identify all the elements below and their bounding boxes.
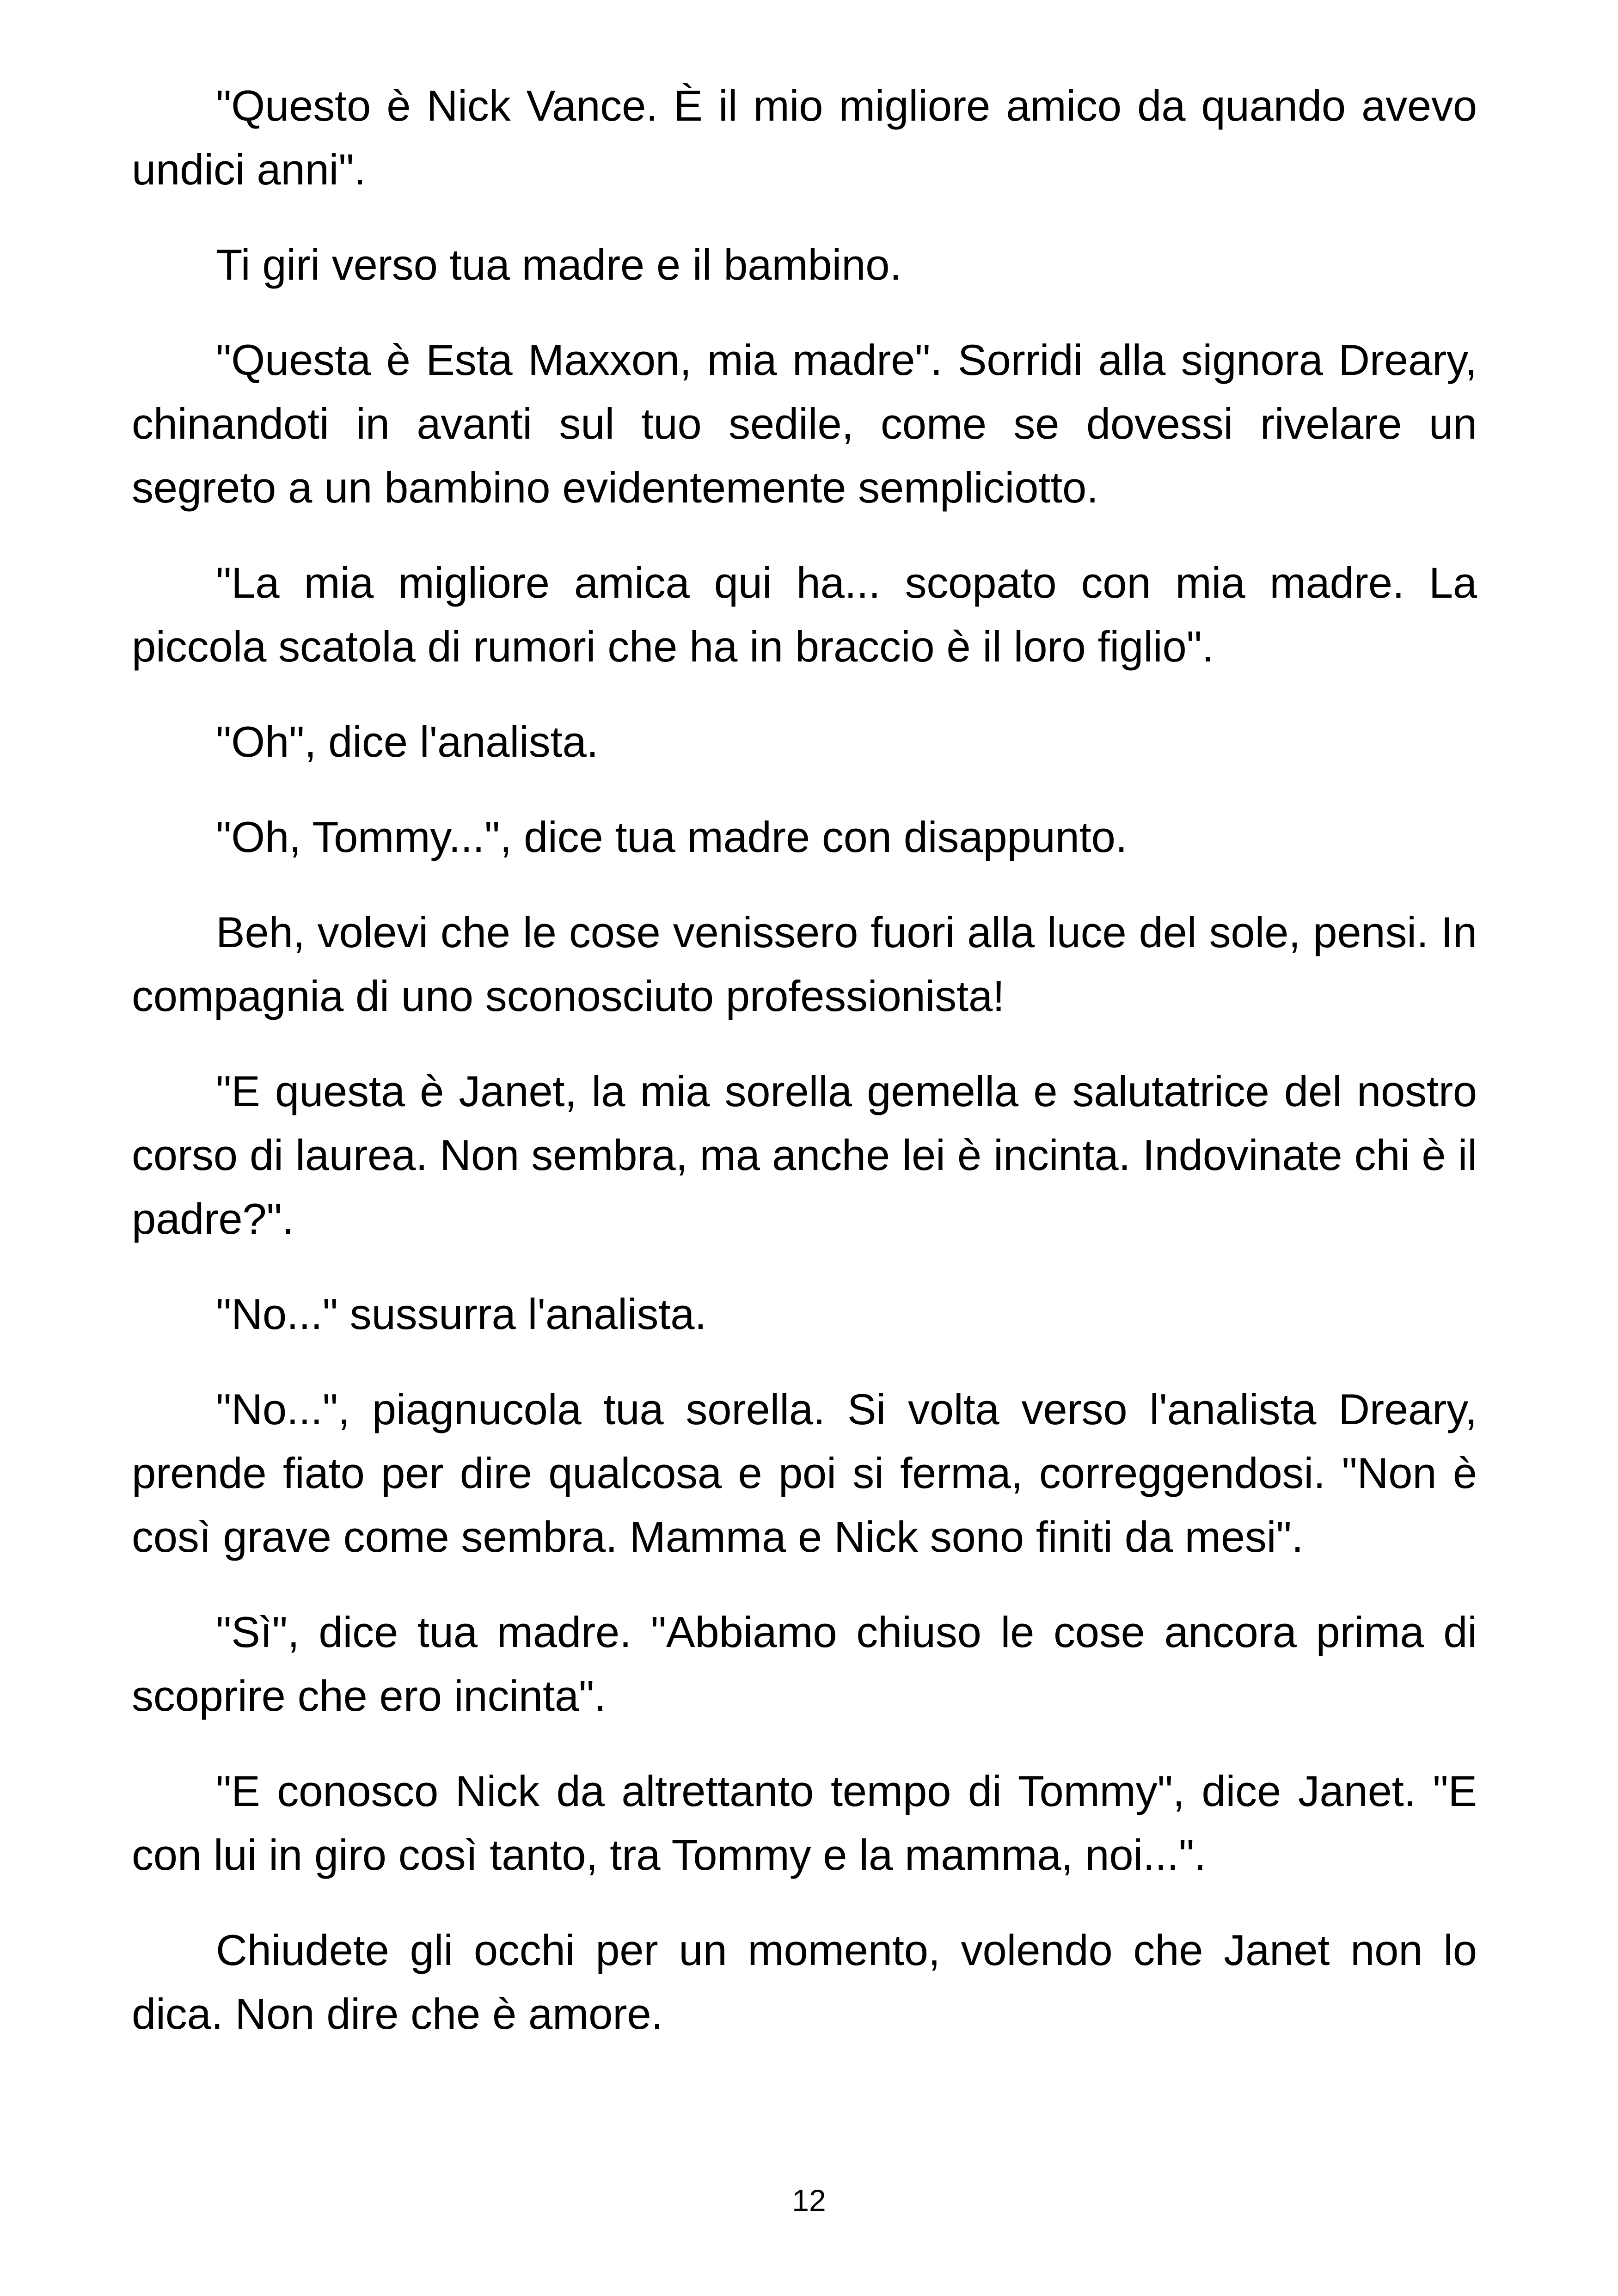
paragraph: Ti giri verso tua madre e il bambino. [216,240,902,289]
paragraph: "Questa è Esta Maxxon, mia madre". Sorridi alla signora Dreary, chinandoti in avanti sul tuo sedile, come se dovessi rivelare un segreto a un bambino evidentemente sempliciotto. [132,336,1477,512]
paragraph: Chiudete gli occhi per un momento, volendo che Janet non lo dica. Non dire che è amore. [132,1926,1477,2038]
paragraph: Beh, volevi che le cose venissero fuori alla luce del sole, pensi. In compagnia di uno sconosciuto professionista! [132,908,1477,1020]
paragraph: "E conosco Nick da altrettanto tempo di Tommy", dice Janet. "E con lui in giro così tanto, tra Tommy e la mamma, noi...". [132,1767,1477,1879]
paragraph: "E questa è Janet, la mia sorella gemella e salutatrice del nostro corso di laurea. Non sembra, ma anche lei è incinta. Indovinate chi è il padre?". [132,1067,1477,1243]
paragraph: "La mia migliore amica qui ha... scopato con mia madre. La piccola scatola di rumori che ha in braccio è il loro figlio". [132,558,1477,671]
paragraph: "Oh", dice l'analista. [216,717,599,766]
page-body [132,74,1477,2077]
paragraph: "No...", piagnucola tua sorella. Si volta verso l'analista Dreary, prende fiato per dire qualcosa e poi si ferma, correggendosi. "Non è così grave come sembra. Mamma e Nick sono finiti da mesi". [132,1385,1477,1561]
page-number: 12 [792,2183,826,2217]
paragraph: "Oh, Tommy...", dice tua madre con disappunto. [216,813,1128,861]
paragraph: "Questo è Nick Vance. È il mio migliore amico da quando avevo undici anni". [132,81,1477,194]
paragraph: "Sì", dice tua madre. "Abbiamo chiuso le cose ancora prima di scoprire che ero incinta". [132,1608,1477,1720]
paragraph: "No..." sussurra l'analista. [216,1290,707,1338]
